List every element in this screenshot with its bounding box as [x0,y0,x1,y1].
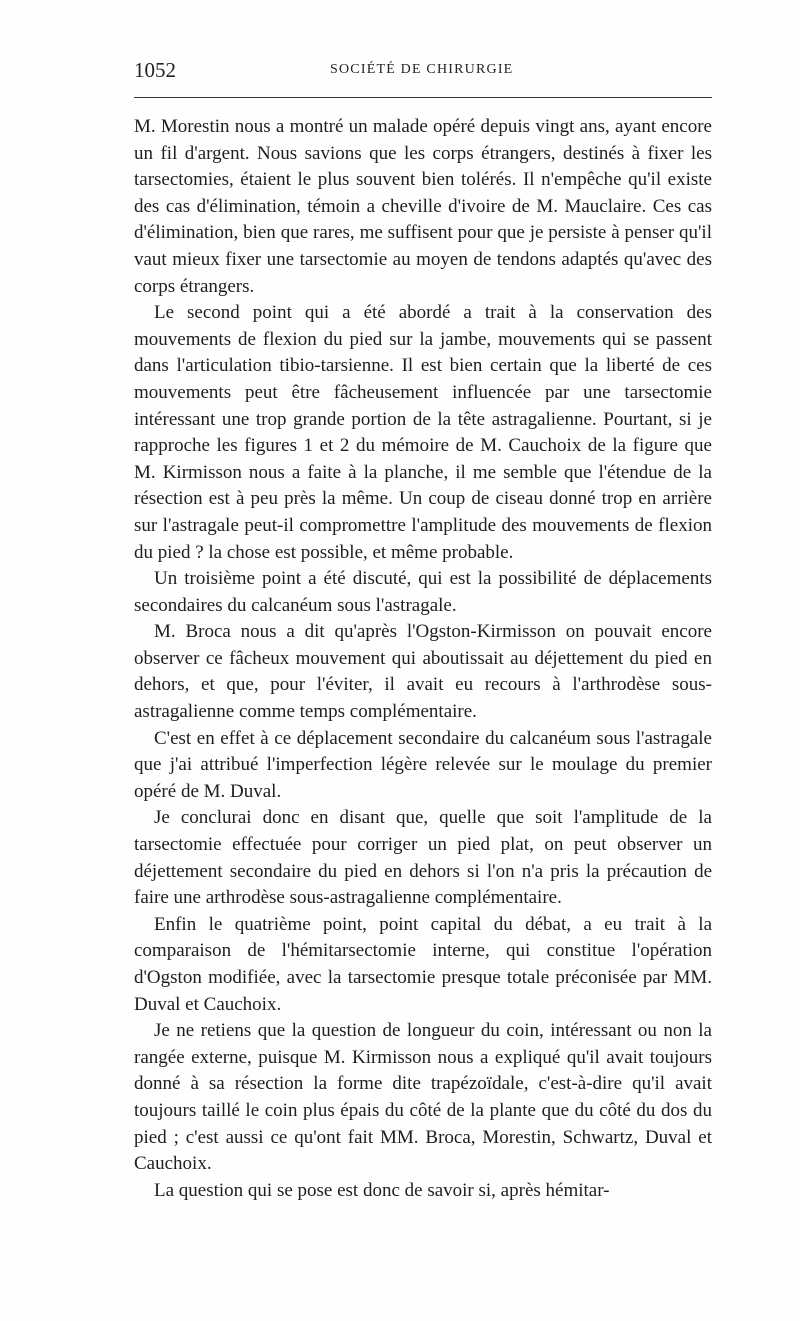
paragraph-2: Le second point qui a été abordé a trait à la conservation des mouvements de flexion du pied sur la jambe, mouvements qui se passent dans l'articulation tibio-tarsienne. Il est bien certain que la liberté de ces mouvements peut être fâcheusement influencée par une tarsectomie intéressant une trop grande portion de la tête astragalienne. Pourtant, si je rapproche les figures 1 et 2 du mémoire de M. Cauchoix de la figure que M. Kirmisson nous a faite à la planche, il me semble que l'étendue de la résection est à peu près la même. Un coup de ciseau donné trop en arrière sur l'astragale peut-il compromettre l'amplitude des mouvements de flexion du pied ? la chose est possible, et même probable. [134,302,712,563]
paragraph-8: Je ne retiens que la question de longueur du coin, intéressant ou non la rangée externe, puisque M. Kirmisson nous a expliqué qu'il avait toujours donné à sa résection la forme dite trapézoïdale, c'est-à-dire qu'il avait toujours taillé le coin plus épais du côté de la plante que du côté du dos du pied ; c'est aussi ce qu'ont fait MM. Broca, Morestin, Schwartz, Duval et Cauchoix. [134,1020,712,1175]
running-header [134,58,712,88]
paragraph-7: Enfin le quatrième point, point capital du débat, a eu trait à la comparaison de l'hémitarsectomie interne, qui constitue l'opération d'Ogston modifiée, avec la tarsectomie presque totale préconisée par MM. Duval et Cauchoix. [134,913,712,1015]
paragraph-4: M. Broca nous a dit qu'après l'Ogston-Kirmisson on pouvait encore observer ce fâcheux mouvement qui aboutissait au déjettement du pied en dehors, et que, pour l'éviter, il avait eu recours à l'arthrodèse sous-astragalienne comme temps complémentaire. [134,621,712,723]
header-rule [134,97,712,98]
paragraph-9: La question qui se pose est donc de savoir si, après hémitar- [154,1179,610,1201]
running-title: SOCIÉTÉ DE CHIRURGIE [330,62,514,77]
paragraph-6: Je conclurai donc en disant que, quelle que soit l'amplitude de la tarsectomie effectuée pour corriger un pied plat, on peut observer un déjettement secondaire du pied en dehors si l'on n'a pris la précaution de faire une arthrodèse sous-astragalienne complémentaire. [134,807,712,909]
paragraph-1: M. Morestin nous a montré un malade opéré depuis vingt ans, ayant encore un fil d'argent. Nous savions que les corps étrangers, destinés à fixer les tarsectomies, étaient le plus souvent bien tolérés. Il n'empêche qu'il existe des cas d'élimination, témoin a cheville d'ivoire de M. Mauclaire. Ces cas d'élimination, bien que rares, me suffisent pour que je persiste à penser qu'il vaut mieux fixer une tarsectomie au moyen de tendons adaptés qu'avec des corps étrangers. [134,116,712,297]
page-number: 1052 [134,58,176,82]
paragraph-3: Un troisième point a été discuté, qui est la possibilité de déplacements secondaires du calcanéum sous l'astragale. [134,568,712,616]
body-text [134,114,712,1204]
paragraph-5: C'est en effet à ce déplacement secondaire du calcanéum sous l'astragale que j'ai attribué l'imperfection légère relevée sur le moulage du premier opéré de M. Duval. [134,727,712,802]
